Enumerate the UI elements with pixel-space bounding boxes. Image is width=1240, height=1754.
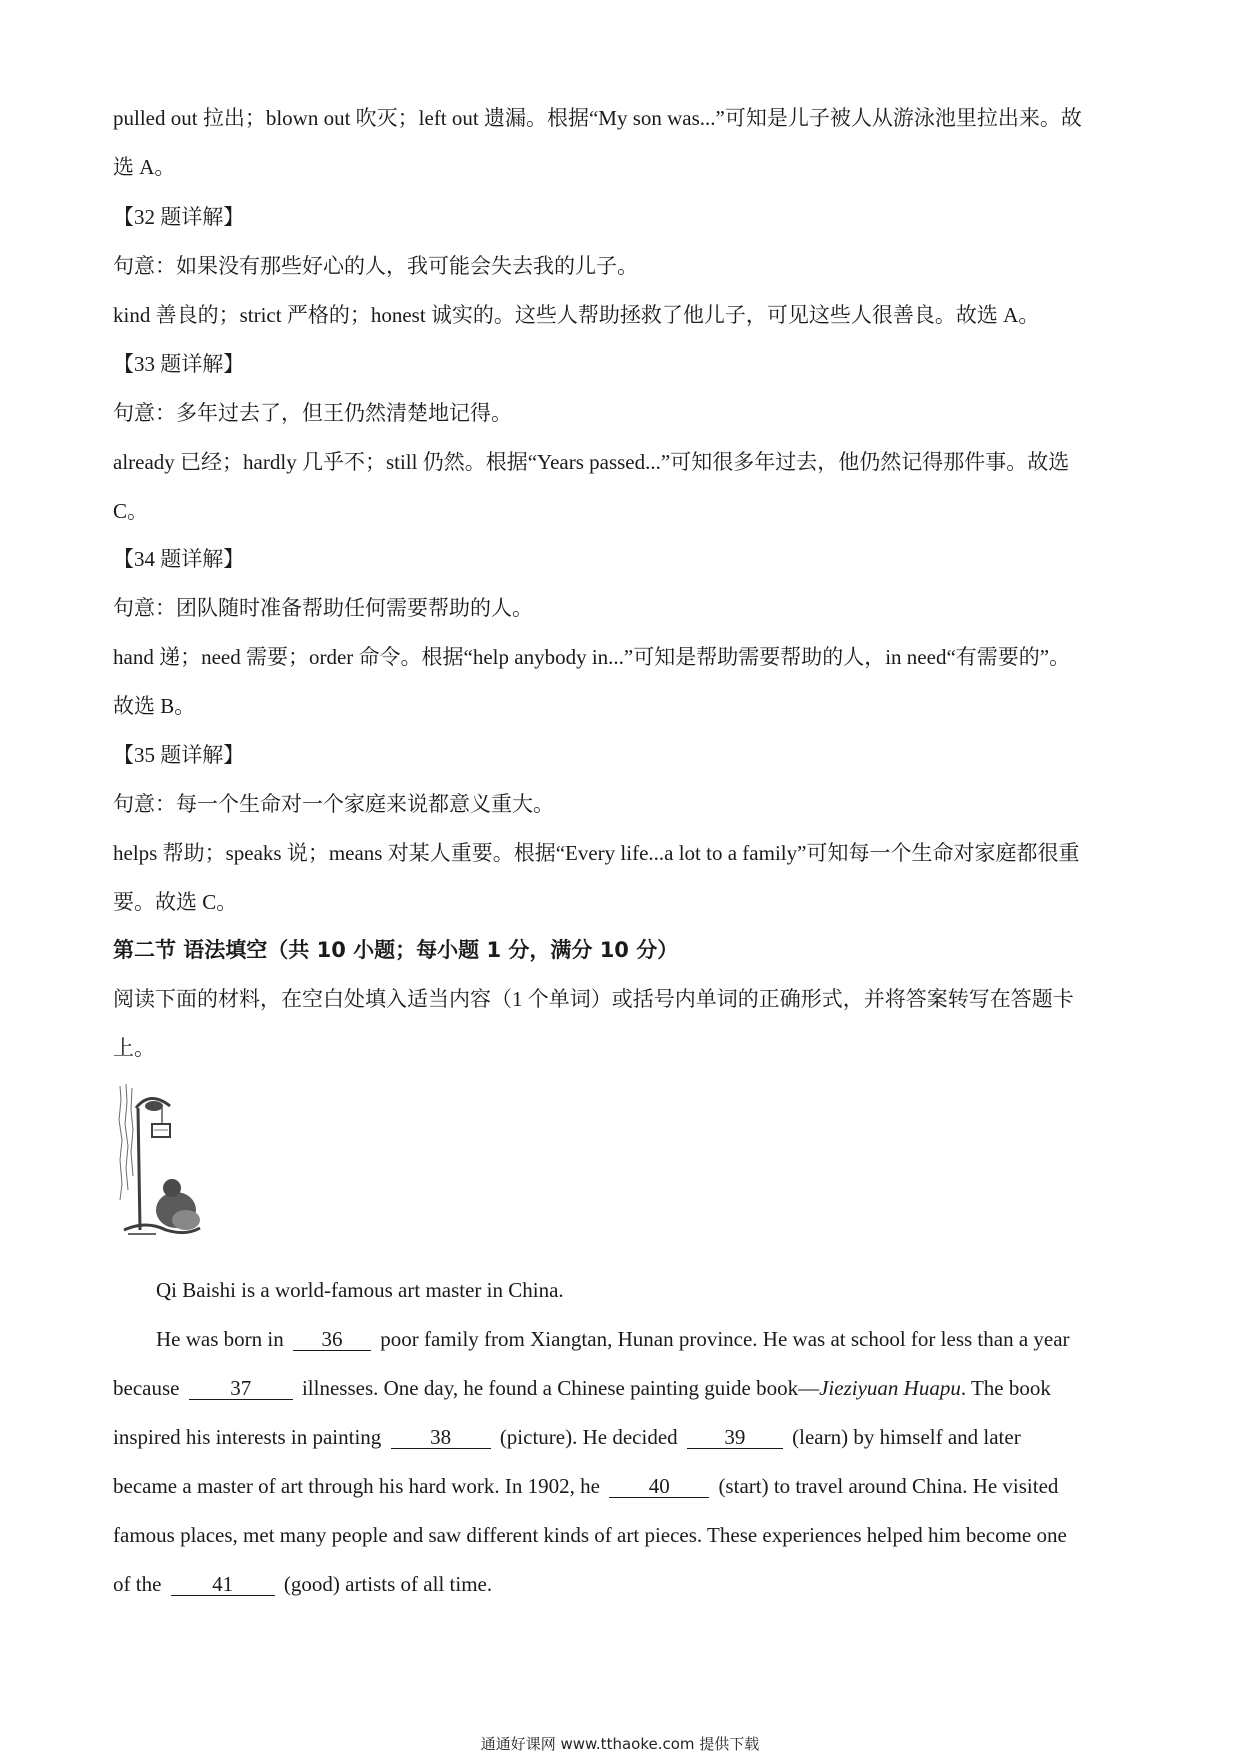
explanation-35-tail: 要。故选 C。	[113, 890, 238, 914]
section-instruction: 上。	[113, 1036, 155, 1060]
blank-40[interactable]: 40	[609, 1475, 709, 1498]
blank-37[interactable]: 37	[189, 1377, 293, 1400]
passage-line: famous places, met many people and saw different kinds of art pieces. These experiences helped him become one	[113, 1523, 1067, 1547]
passage-line	[113, 1570, 1133, 1598]
question-heading-34: 【34 题详解】	[113, 547, 245, 571]
explanation-34-tail: 故选 B。	[113, 694, 196, 718]
passage-text: (learn) by himself and later	[792, 1425, 1021, 1449]
passage-line	[113, 1472, 1133, 1500]
section-instruction: 阅读下面的材料，在空白处填入适当内容（1 个单词）或括号内单词的正确形式，并将答案转写在答题卡	[113, 987, 1074, 1011]
explanation-32: kind 善良的；strict 严格的；honest 诚实的。这些人帮助拯救了他儿子，可见这些人很善良。故选 A。	[113, 303, 1040, 327]
ink-painting-illustration	[116, 1080, 206, 1242]
passage-text: (start) to travel around China. He visited	[718, 1474, 1059, 1498]
passage-line	[156, 1325, 1176, 1353]
question-heading-32: 【32 题详解】	[113, 205, 245, 229]
sentence-meaning-32: 句意：如果没有那些好心的人，我可能会失去我的儿子。	[113, 254, 638, 278]
passage-text: He was born in	[156, 1327, 284, 1351]
passage-text: (good) artists of all time.	[283, 1572, 493, 1596]
passage-line	[113, 1374, 1133, 1402]
book-title: Jieziyuan Huapu	[819, 1376, 961, 1400]
sentence-meaning-33: 句意：多年过去了，但王仍然清楚地记得。	[113, 401, 512, 425]
passage-line	[113, 1423, 1133, 1451]
explanation-33: already 已经；hardly 几乎不；still 仍然。根据“Years passed...”可知很多年过去，他仍然记得那件事。故选	[113, 450, 1070, 474]
explanation-line: 选 A。	[113, 155, 176, 179]
section-title: 第二节 语法填空（共 10 小题；每小题 1 分，满分 10 分）	[113, 938, 679, 962]
blank-41[interactable]: 41	[171, 1573, 275, 1596]
blank-38[interactable]: 38	[391, 1426, 491, 1449]
blank-39[interactable]: 39	[687, 1426, 783, 1449]
question-heading-33: 【33 题详解】	[113, 352, 245, 376]
explanation-34: hand 递；need 需要；order 命令。根据“help anybody in...”可知是帮助需要帮助的人，in need“有需要的”。	[113, 645, 1071, 669]
passage-text: illnesses. One day, he found a Chinese painting guide book—	[301, 1376, 820, 1400]
sentence-meaning-35: 句意：每一个生命对一个家庭来说都意义重大。	[113, 792, 554, 816]
passage-paragraph-1: Qi Baishi is a world-famous art master in China.	[156, 1278, 564, 1302]
passage-text: poor family from Xiangtan, Hunan province. He was at school for less than a year	[380, 1327, 1070, 1351]
passage-text: of the	[113, 1572, 162, 1596]
passage-text: because	[113, 1376, 180, 1400]
passage-text: inspired his interests in painting	[113, 1425, 382, 1449]
sentence-meaning-34: 句意：团队随时准备帮助任何需要帮助的人。	[113, 596, 533, 620]
blank-36[interactable]: 36	[293, 1328, 371, 1351]
question-heading-35: 【35 题详解】	[113, 743, 245, 767]
page-footer: 通通好课网 www.tthaoke.com 提供下载	[480, 1735, 760, 1753]
explanation-35: helps 帮助；speaks 说；means 对某人重要。根据“Every life...a lot to a family”可知每一个生命对家庭都很重	[113, 841, 1080, 865]
passage-text: became a master of art through his hard work. In 1902, he	[113, 1474, 600, 1498]
explanation-line: pulled out 拉出；blown out 吹灭；left out 遗漏。根据“My son was...”可知是儿子被人从游泳池里拉出来。故	[113, 106, 1082, 130]
passage-text: . The book	[960, 1376, 1051, 1400]
passage-text: (picture). He decided	[499, 1425, 678, 1449]
explanation-33-tail: C。	[113, 499, 149, 523]
